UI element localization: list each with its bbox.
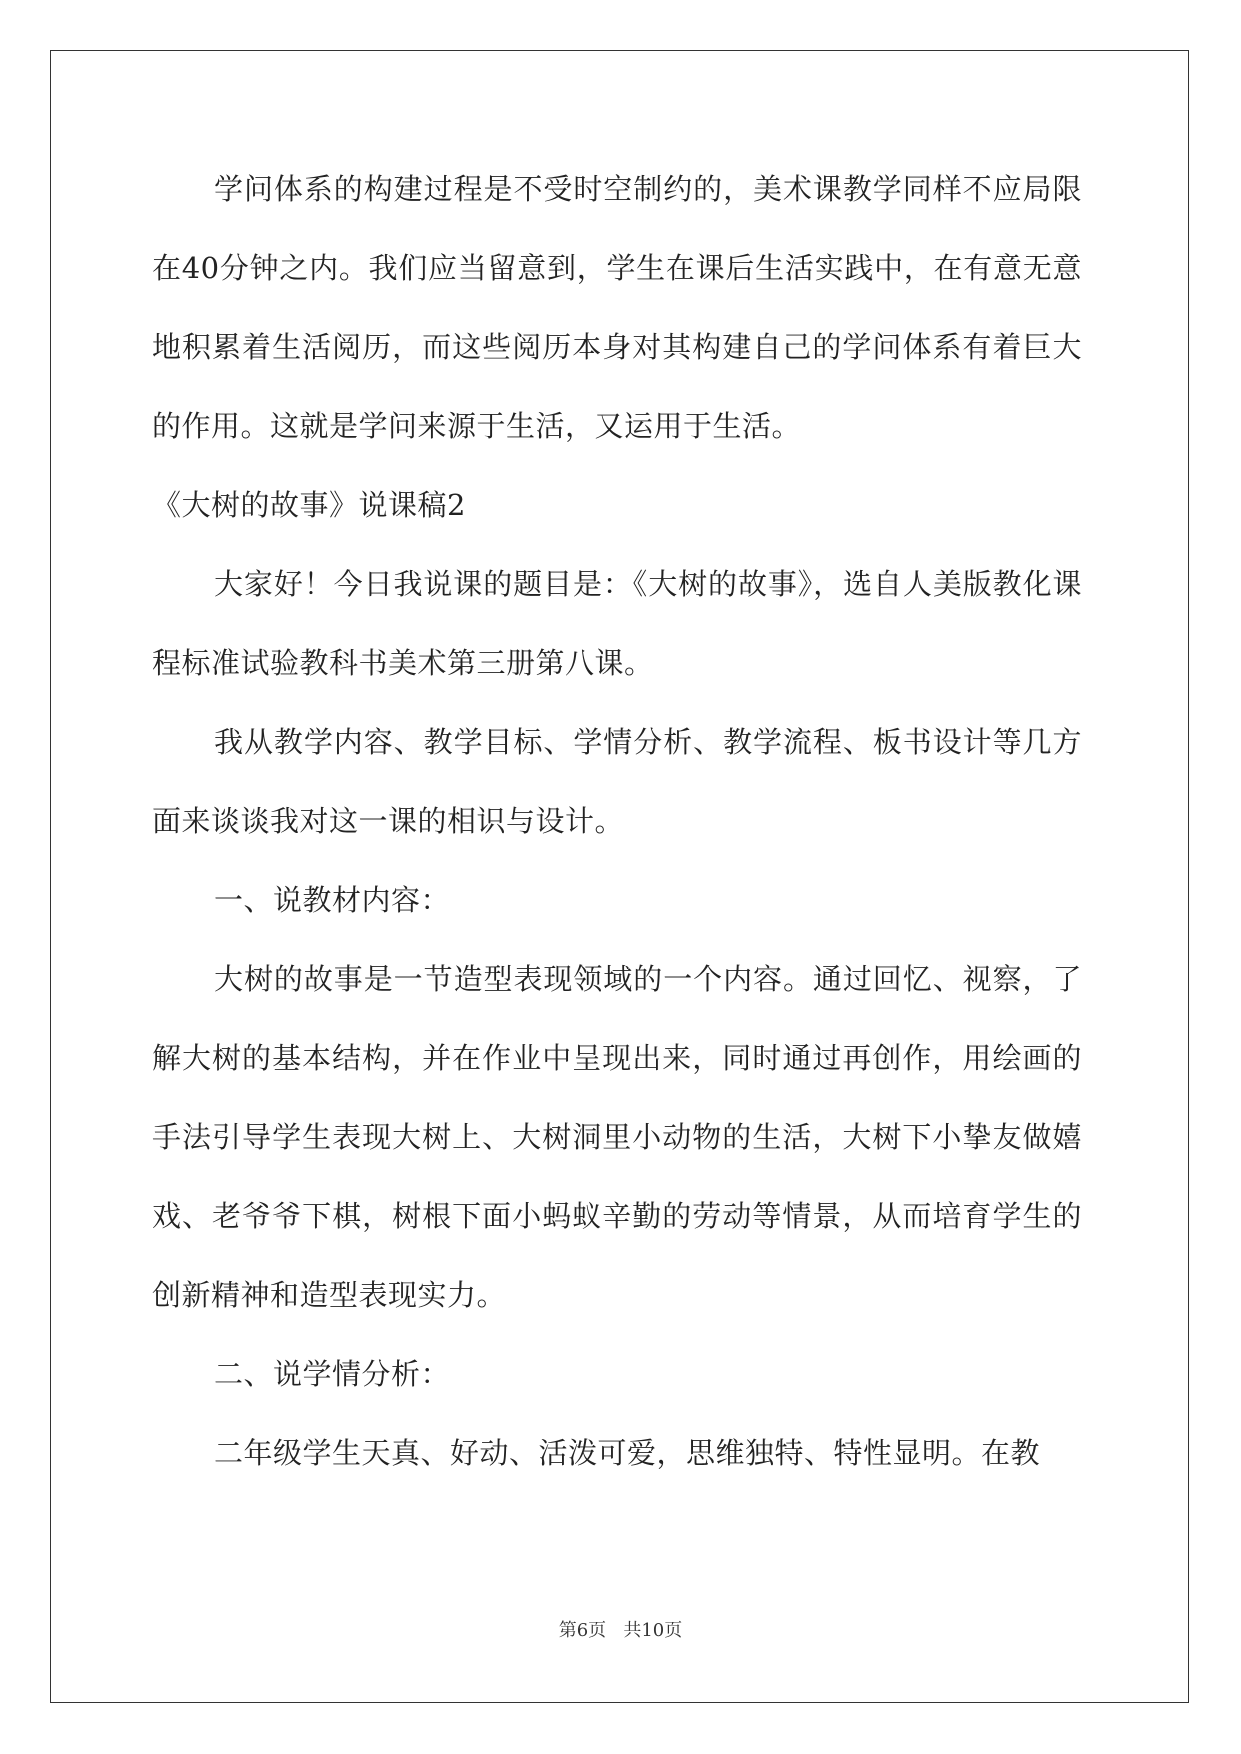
section-title: 《大树的故事》说课稿2 (152, 488, 466, 522)
paragraph-teaching-material: 大树的故事是一节造型表现领域的一个内容。通过回忆、视察，了解大树的基本结构，并在作业中呈现出来，同时通过再创作，用绘画的手法引导学生表现大树上、大树洞里小动物的生活，大树下小挚友做嬉戏、老爷爷下棋，树根下面小蚂蚁辛勤的劳动等情景，从而培育学生的创新精神和造型表现实力。 (152, 962, 1082, 1312)
heading-student-analysis: 二、说学情分析： (214, 1357, 451, 1391)
heading-teaching-material: 一、说教材内容： (214, 883, 451, 917)
document-body (152, 150, 1082, 1493)
paragraph-knowledge-system: 学问体系的构建过程是不受时空制约的，美术课教学同样不应局限在40分钟之内。我们应当留意到，学生在课后生活实践中，在有意无意地积累着生活阅历，而这些阅历本身对其构建自己的学问体系有着巨大的作用。这就是学问来源于生活，又运用于生活。 (152, 172, 1082, 443)
paragraph-greeting: 大家好！今日我说课的题目是：《大树的故事》，选自人美版教化课程标准试验教科书美术第三册第八课。 (152, 567, 1082, 680)
paragraph-student-analysis: 二年级学生天真、好动、活泼可爱，思维独特、特性显明。在教 (214, 1436, 1041, 1470)
paragraph-outline: 我从教学内容、教学目标、学情分析、教学流程、板书设计等几方面来谈谈我对这一课的相识与设计。 (152, 725, 1082, 838)
page-number-footer: 第6页 共10页 (558, 1620, 683, 1641)
